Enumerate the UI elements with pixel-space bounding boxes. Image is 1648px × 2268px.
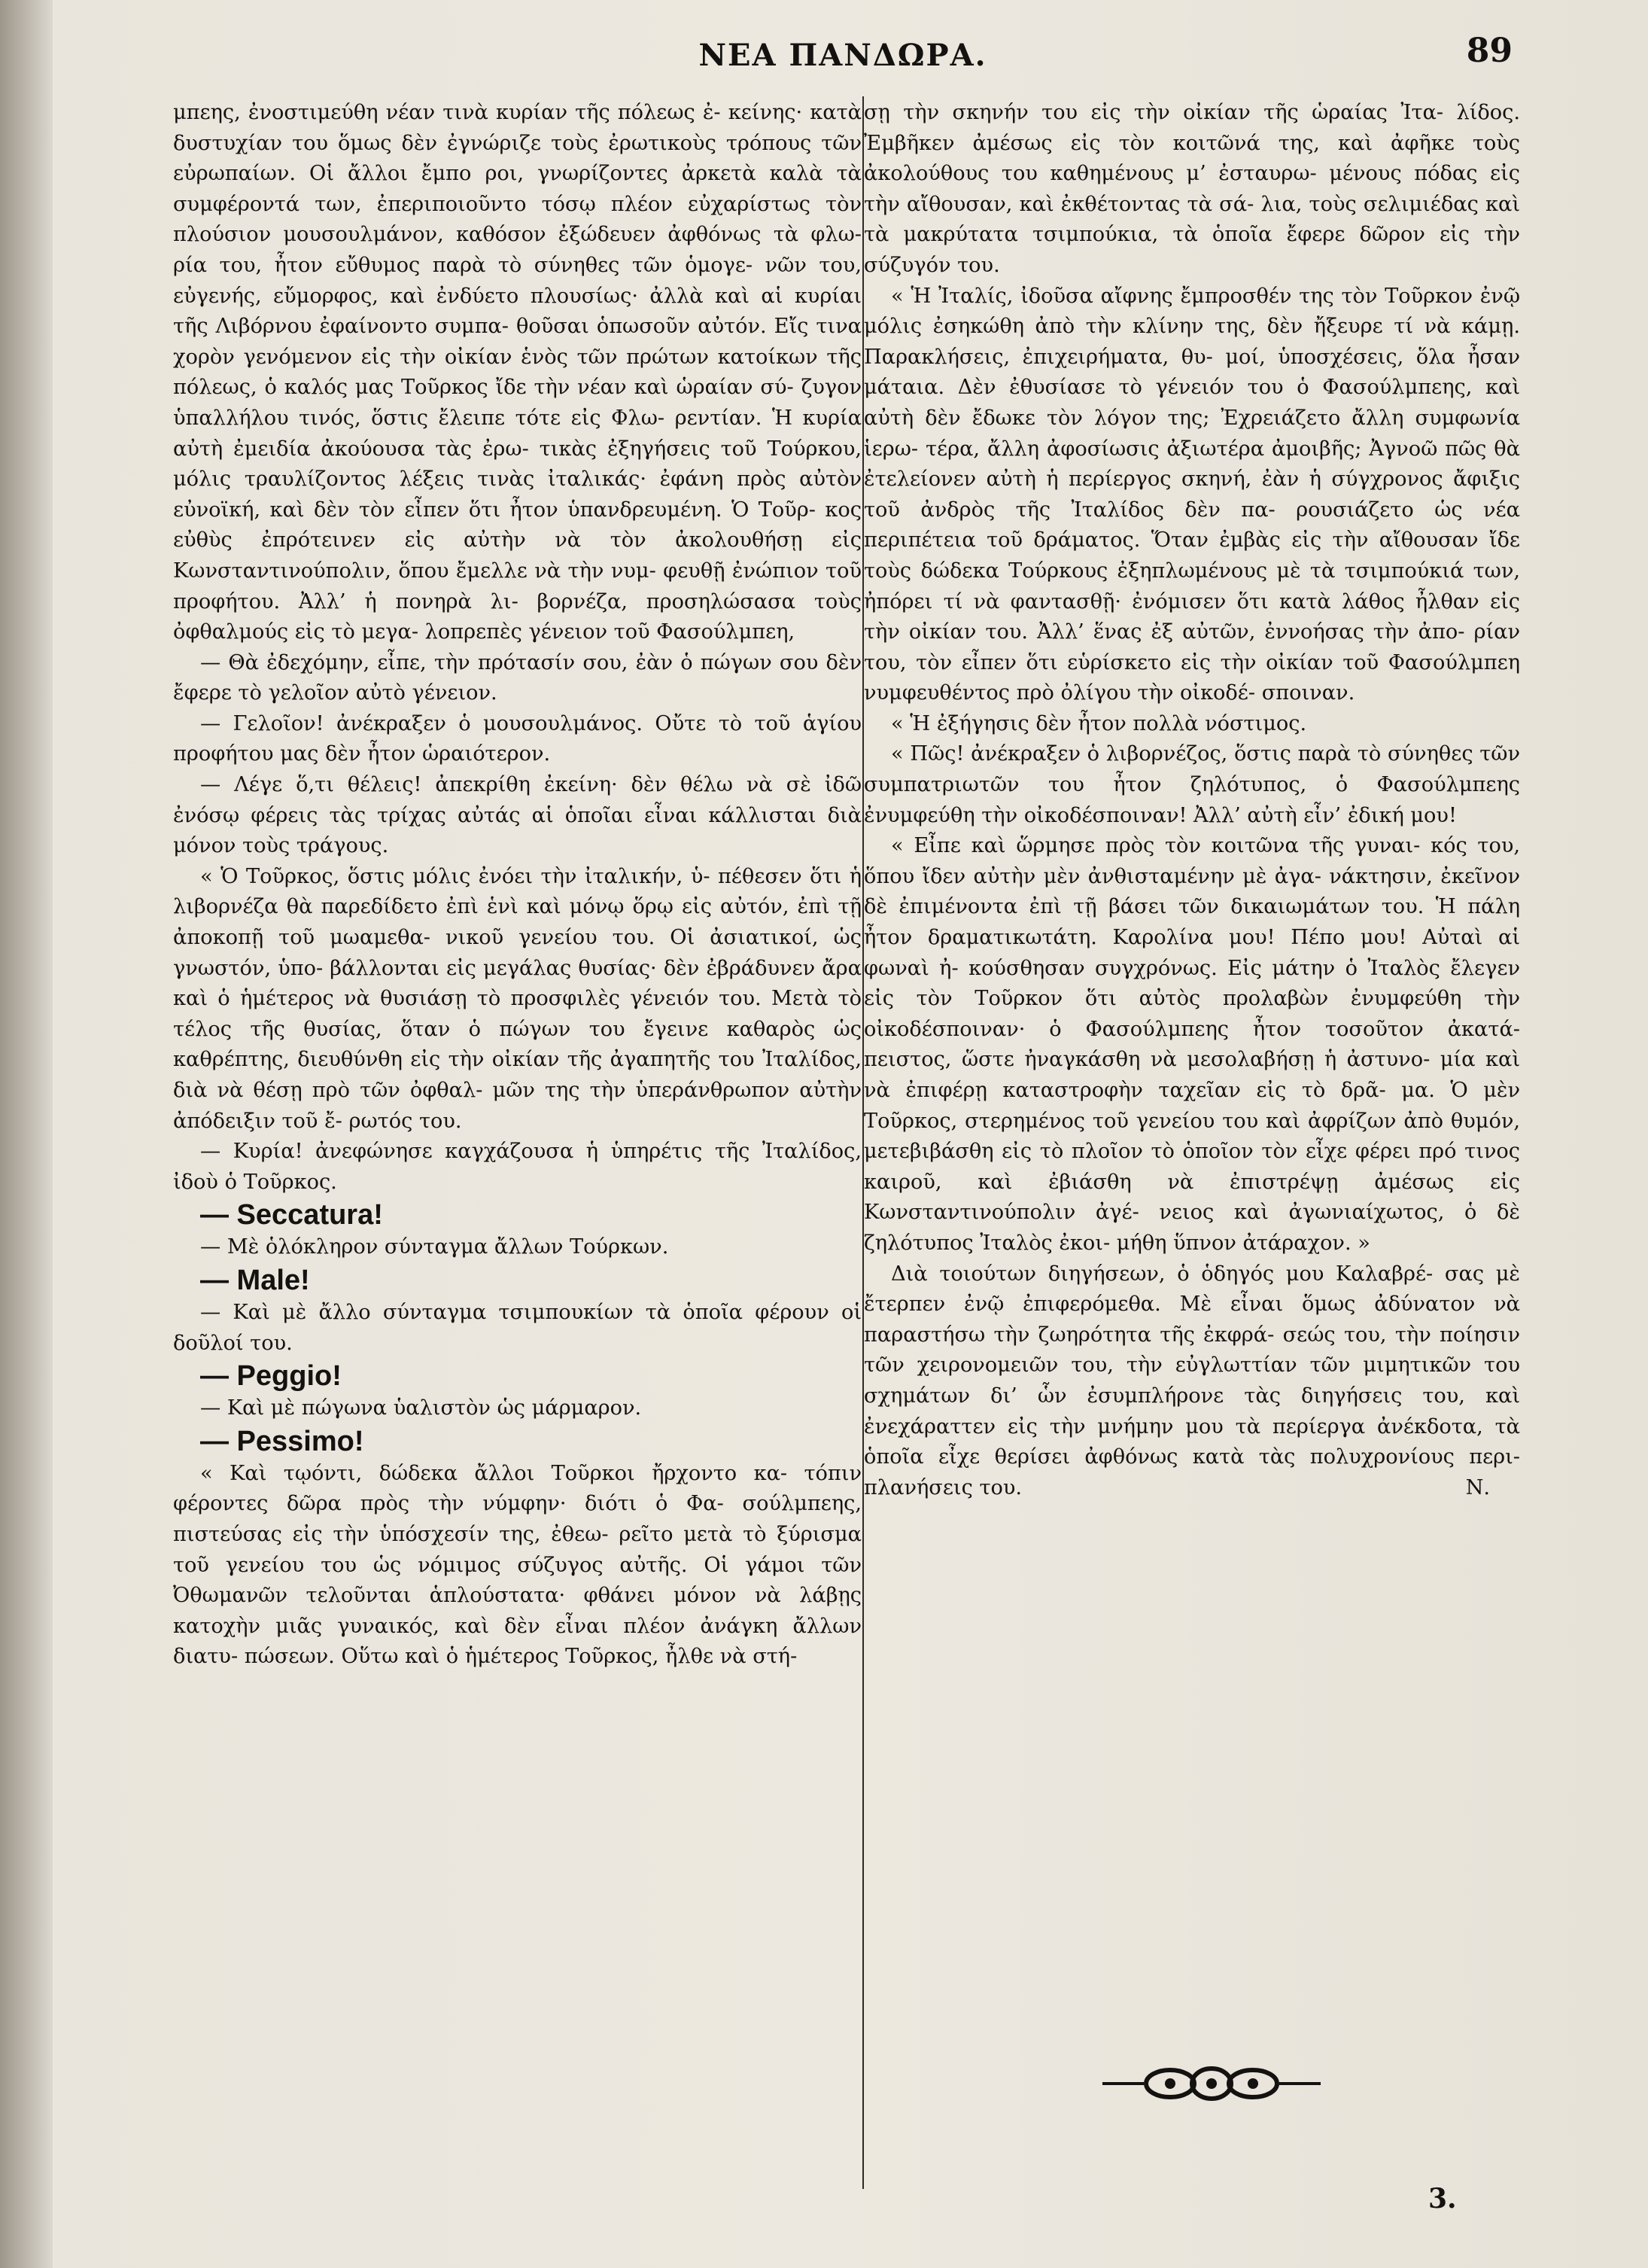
dialogue-line-italian: — Seccatura! [200,1199,383,1231]
right-column [864,98,1520,1965]
dialogue-line: — Καὶ μὲ ἄλλο σύνταγμα τσιμπουκίων τὰ ὁποῖα φέρουν οἱ δοῦλοί του. [173,1300,862,1355]
dialogue-line: — Θὰ ἐδεχόμην, εἶπε, τὴν πρότασίν σου, ἐὰν ὁ πώγων σου δὲν ἔφερε τὸ γελοῖον αὐτὸ γένειον. [173,650,862,705]
paragraph: σῃ τὴν σκηνήν του εἰς τὴν οἰκίαν τῆς ὡραίας Ἰτα- λίδος. Ἐμβῆκεν ἀμέσως εἰς τὸν κοιτῶνά της, καὶ ἀφῆκε τοὺς ἀκολούθους του καθημένους μ’ ἐσταυρω- μένους πόδας εἰς τὴν αἴθουσαν, καὶ ἐκθέτοντας τὰ σά- λια, τοὺς σελιμιέδας καὶ τὰ μακρύτατα τσιμπούκια, τὰ ὁποῖα ἔφερε δῶρον εἰς τὴν σύζυγόν του. [864,101,1520,277]
author-signature: Ν. [1465,1476,1490,1500]
dialogue-line: — Καὶ μὲ πώγωνα ὑαλιστὸν ὡς μάρμαρον. [200,1396,642,1420]
dialogue-line: — Γελοῖον! ἀνέκραξεν ὁ μουσουλμάνος. Οὔτε τὸ τοῦ ἁγίου προφήτου μας δὲν ἦτον ὡραιότερον. [173,711,862,766]
paragraph: μπεης, ἐνοστιμεύθη νέαν τινὰ κυρίαν τῆς πόλεως ἐ- κείνης· κατὰ δυστυχίαν του ὅμως δὲν ἐγνώριζε τοὺς ἐρωτικοὺς τρόπους τῶν εὐρωπαίων. Οἱ ἄλλοι ἔμπο ροι, γνωρίζοντες ἀρκετὰ καλὰ τὰ συμφέροντά των, ἐπεριποιοῦντο τόσῳ πλέον εὐχαρίστως τὸν πλούσιον μουσουλμάνον, καθόσον ἐξώδευεν ἀφθόνως τὰ φλω- ρία του, ἦτον εὔθυμος παρὰ τὸ σύνηθες τῶν ὁμογε- νῶν του, εὐγενής, εὔμορφος, καὶ ἐνδύετο πλουσίως· ἀλλὰ καὶ αἱ κυρίαι τῆς Λιβόρνου ἐφαίνοντο συμπα- θοῦσαι ὁπωσοῦν αὐτόν. Εἴς τινα χορὸν γενόμενον εἰς τὴν οἰκίαν ἑνὸς τῶν πρώτων κατοίκων τῆς πόλεως, ὁ καλός μας Τοῦρκος ἴδε τὴν νέαν καὶ ὡραίαν σύ- ζυγον ὑπαλλήλου τινός, ὅστις ἔλειπε τότε εἰς Φλω- ρεντίαν. Ἡ κυρία αὐτὴ ἐμειδία ἀκούουσα τὰς ἐρω- τικὰς ἐξηγήσεις τοῦ Τούρκου, μόλις τραυλίζοντος λέξεις τινὰς ἰταλικάς· ἐφάνη πρὸς αὐτὸν εὐνοϊκή, καὶ δὲν τὸν εἶπεν ὅτι ἦτον ὑπανδρευμένη. Ὁ Τοῦρ- κος εὐθὺς ἐπρότεινεν εἰς αὐτὴν νὰ τὸν ἀκολουθήσῃ εἰς Κωνσταντινούπολιν, ὅπου ἔμελλε νὰ τὴν νυμ- φευθῇ ἐνώπιον τοῦ προφήτου. Ἀλλ’ ἡ πονηρὰ λι- βορνέζα, προσηλώσασα τοὺς ὀφθαλμούς εἰς τὸ μεγα- λοπρεπὲς γένειον τοῦ Φασούλμπεη, [173,101,862,644]
dialogue-line-italian: — Pessimo! [200,1425,364,1457]
paragraph: « Εἶπε καὶ ὥρμησε πρὸς τὸν κοιτῶνα τῆς γυναι- κός του, ὅπου ἴδεν αὐτὴν μὲν ἀνθισταμένην μὲ ἀγα- νάκτησιν, ἐκεῖνον δὲ ἐπιμένοντα ἐπὶ τῇ βάσει τῶν δικαιωμάτων του. Ἡ πάλη ἦτον δραματικωτάτη. Καρολίνα μου! Πέπο μου! Αὐταὶ αἱ φωναὶ ἠ- κούσθησαν συγχρόνως. Εἰς μάτην ὁ Ἰταλὸς ἔλεγεν εἰς τὸν Τοῦρκον ὅτι αὐτὸς προλαβὼν ἐνυμφεύθη τὴν οἰκοδέσποιναν· ὁ Φασούλμπεης ἦτον τοσοῦτον ἀκατά- πειστος, ὥστε ἠναγκάσθη νὰ μεσολαβήσῃ ἡ ἀστυνο- μία καὶ νὰ ἐπιφέρῃ καταστροφὴν ταχεῖαν εἰς τὸ δρᾶ- μα. Ὁ μὲν Τοῦρκος, στερημένος τοῦ γενείου του καὶ ἀφρίζων ἀπὸ θυμόν, μετεβιβάσθη εἰς τὸ πλοῖον τὸ ὁποῖον τὸν εἶχε φέρει πρό τινος καιροῦ, καὶ ἐβιάσθη νὰ ἐπιστρέψῃ ἀμέσως εἰς Κωνσταντινούπολιν ἀγέ- νειος καὶ ἀγωνιαίχωτος, ὁ δὲ ζηλότυπος Ἰταλὸς ἐκοι- μήθη ὕπνον ἀτάραχον. » [864,834,1520,1255]
dialogue-line-italian: — Male! [200,1264,310,1296]
page-number: 89 [1466,32,1513,70]
paragraph: « Ἡ ἐξήγησις δὲν ἦτον πολλὰ νόστιμος. [891,711,1307,735]
paragraph: Διὰ τοιούτων διηγήσεων, ὁ ὁδηγός μου Καλαβρέ- σας μὲ ἔτερπεν ἐνῷ ἐπιφερόμεθα. Μὲ εἶναι ὅμως ἀδύνατον νὰ παραστήσω τὴν ζωηρότητα τῆς ἐκφρά- σεώς του, τὴν ποίησιν τῶν χειρονομειῶν του, τὴν εὐγλωττίαν τῶν μιμητικῶν του σχημάτων δι’ ὧν ἐσυμπλήρονε τὰς διηγήσεις του, καὶ ἐνεχάραττεν εἰς τὴν μνήμην μου τὰ περίεργα ἀνέκδοτα, τὰ ὁποῖα εἶχε θερίσει ἀφθόνως κατὰ τὰς πολυχρονίους περι- πλανήσεις του. [864,1262,1520,1499]
dialogue-line: — Μὲ ὁλόκληρον σύνταγμα ἄλλων Τούρκων. [200,1235,669,1259]
ornament-divider [1099,2061,1324,2106]
running-title: ΝΕΑ ΠΑΝΔΩΡΑ. [698,38,987,73]
page-header [173,32,1513,83]
paragraph: « Καὶ τῳόντι, δώδεκα ἄλλοι Τοῦρκοι ἤρχοντο κα- τόπιν φέροντες δῶρα πρὸς τὴν νύμφην· διότι ὁ Φα- σούλμπεης, πιστεύσας εἰς τὴν ὑπόσχεσίν της, ἐθεω- ρεῖτο μετὰ τὸ ξύρισμα τοῦ γενείου του ὡς νόμιμος σύζυγος αὐτῆς. Οἱ γάμοι τῶν Ὀθωμανῶν τελοῦνται ἁπλούστατα· φθάνει μόνον νὰ λάβῃς κατοχὴν μιᾶς γυναικός, καὶ δὲν εἶναι πλέον ἀνάγκη ἄλλων διατυ- πώσεων. Οὕτω καὶ ὁ ἡμέτερος Τοῦρκος, ἦλθε νὰ στή- [173,1461,862,1669]
dialogue-line: — Κυρία! ἀνεφώνησε καγχάζουσα ἡ ὑπηρέτις τῆς Ἰταλίδος, ἰδοὺ ὁ Τοῦρκος. [173,1140,862,1194]
dialogue-line: — Λέγε ὅ,τι θέλεις! ἀπεκρίθη ἐκείνη· δὲν θέλω νὰ σὲ ἰδῶ ἐνόσῳ φέρεις τὰς τρίχας αὐτάς αἱ ὁποῖαι εἶναι κάλλισται διὰ μόνον τοὺς τράγους. [173,773,862,858]
binding-shadow [0,0,53,2268]
paragraph: « Ὁ Τοῦρκος, ὅστις μόλις ἐνόει τὴν ἰταλικήν, ὑ- πέθεσεν ὅτι ἡ λιβορνέζα θὰ παρεδίδετο ἐπὶ ἑνὶ καὶ μόνῳ ὅρῳ εἰς αὐτόν, ἐπὶ τῇ ἀποκοπῇ τοῦ μωαμεθα- νικοῦ γενείου του. Οἱ ἀσιατικοί, ὡς γνωστόν, ὑπο- βάλλονται εἰς μεγάλας θυσίας· δὲν ἐβράδυνεν ἄρα καὶ ὁ ἡμέτερος νὰ θυσιάσῃ τὸ προσφιλὲς γένειόν του. Μετὰ τὸ τέλος τῆς θυσίας, ὅταν ὁ πώγων του ἔγεινε καθαρὸς ὡς καθρέπτης, διευθύνθη εἰς τὴν οἰκίαν τῆς ἀγαπητῆς του Ἰταλίδος, διὰ νὰ θέσῃ πρὸ τῶν ὀφθαλ- μῶν της τὴν ὑπεράνθρωπον αὐτὴν ἀπόδειξιν τοῦ ἔ- ρωτός του. [173,864,862,1133]
signature-mark: 3. [1428,2183,1457,2215]
dialogue-line-italian: — Peggio! [200,1360,342,1393]
paragraph: « Πῶς! ἀνέκραξεν ὁ λιβορνέζος, ὅστις παρὰ τὸ σύνηθες τῶν συμπατριωτῶν του ἦτον ζηλότυπος, ὁ Φασούλμπεης ἐνυμφεύθη τὴν οἰκοδέσποιναν! Ἀλλ’ αὐτὴ εἶν’ ἐδική μου! [864,742,1520,827]
paragraph: « Ἡ Ἰταλίς, ἰδοῦσα αἴφνης ἔμπροσθέν της τὸν Τοῦρκον ἐνῷ μόλις ἐσηκώθη ἀπὸ τὴν κλίνην της, δὲν ἤξευρε τί νὰ κάμῃ. Παρακλήσεις, ἐπιχειρήματα, θυ- μοί, ὑποσχέσεις, ὅλα ἦσαν μάταια. Δὲν ἐθυσίασε τὸ γένειόν του ὁ Φασούλμπεης, καὶ αὐτὴ δὲν ἔδωκε τὸν λόγον της; Ἐχρειάζετο ἄλλη συμφωνία ἱερω- τέρα, ἄλλη ἀφοσίωσις ἀξιωτέρα ἀμοιβῆς; Ἀγνοῶ πῶς θὰ ἐτελείονεν αὐτὴ ἡ περίεργος σκηνή, ἐὰν ἡ σύγχρονος ἄφιξις τοῦ ἀνδρὸς τῆς Ἰταλίδος δὲν πα- ρουσιάζετο ὡς νέα περιπέτεια τοῦ δράματος. Ὅταν ἐμβὰς εἰς τὴν αἴθουσαν ἴδε τοὺς δώδεκα Τούρκους ἐξηπλωμένους μὲ τὰ τσιμπούκιά των, ἠπόρει τί νὰ φαντασθῇ· ἐνόμισεν ὅτι κατὰ λάθος ἦλθαν εἰς τὴν οἰκίαν του. Ἀλλ’ ἕνας ἐξ αὐτῶν, ἐννοήσας τὴν ἀπο- ρίαν του, τὸν εἶπεν ὅτι εὑρίσκετο εἰς τὴν οἰκίαν τοῦ Φασούλμπεη νυμφευθέντος πρὸ ὀλίγου τὴν οἰκοδέ- σποιναν. [864,284,1520,705]
left-column [173,98,862,2206]
